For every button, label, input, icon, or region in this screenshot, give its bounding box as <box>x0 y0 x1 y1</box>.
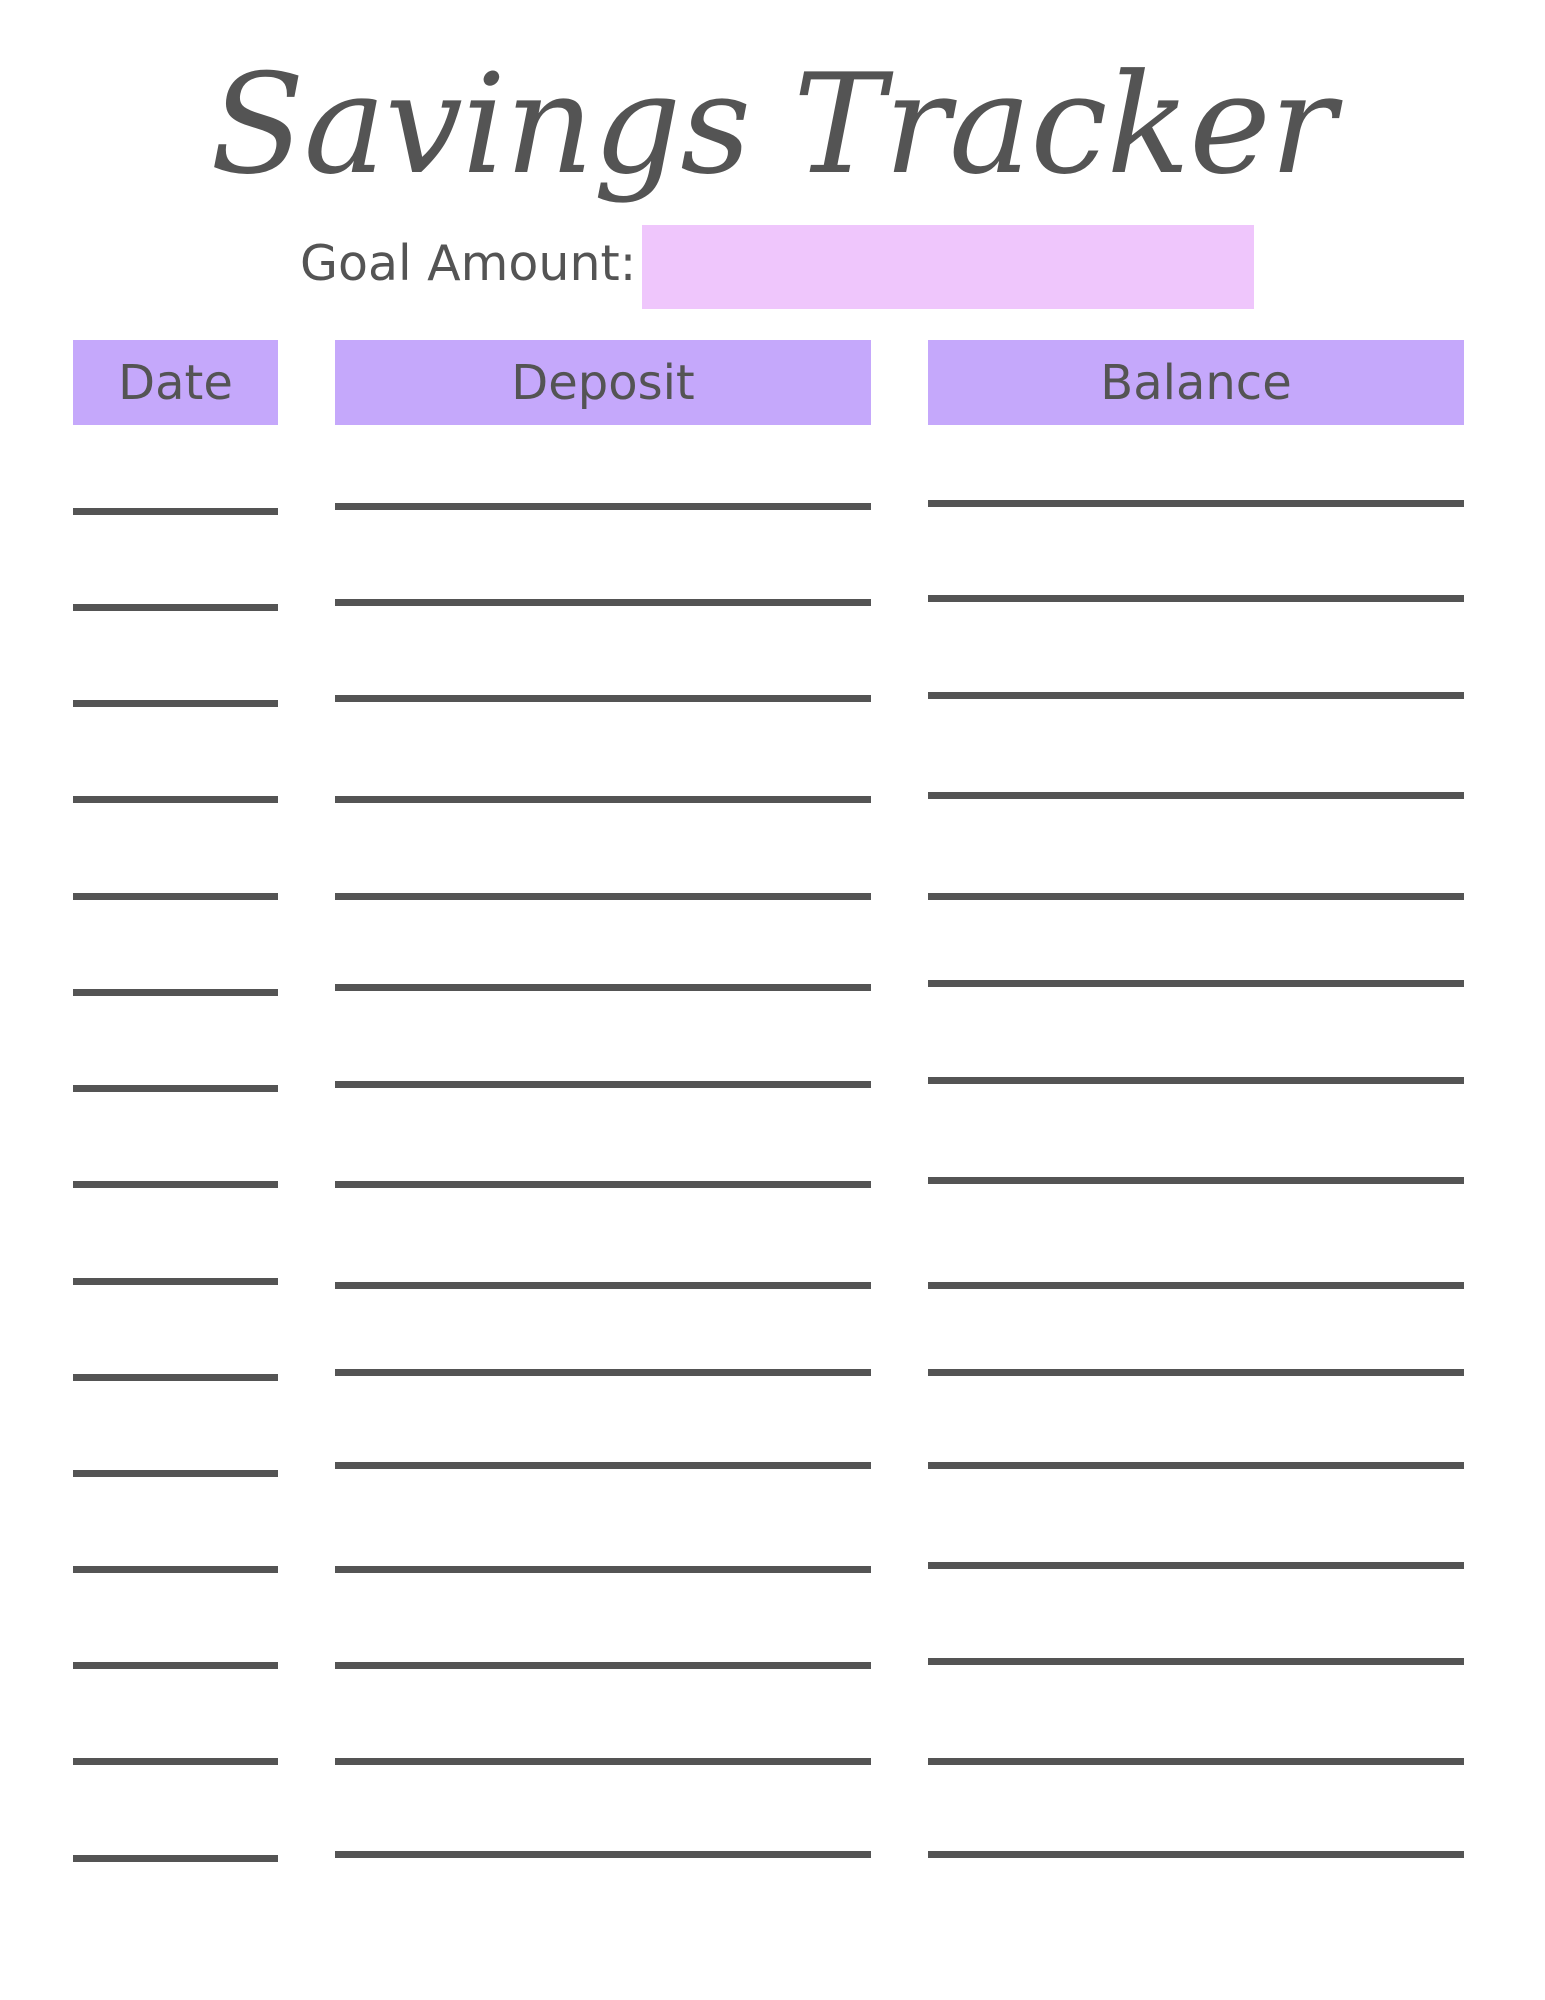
balance-entry-line[interactable] <box>928 1282 1464 1289</box>
date-entry-line[interactable] <box>73 604 278 611</box>
balance-entry-line[interactable] <box>928 1758 1464 1765</box>
deposit-entry-line[interactable] <box>335 1851 871 1858</box>
date-entry-line[interactable] <box>73 1470 278 1477</box>
balance-entry-line[interactable] <box>928 1462 1464 1469</box>
balance-entry-line[interactable] <box>928 1658 1464 1665</box>
date-entry-line[interactable] <box>73 893 278 900</box>
date-entry-line[interactable] <box>73 1855 278 1862</box>
date-entry-line[interactable] <box>73 989 278 996</box>
deposit-entry-line[interactable] <box>335 1758 871 1765</box>
balance-entry-line[interactable] <box>928 1077 1464 1084</box>
date-entry-line[interactable] <box>73 1662 278 1669</box>
balance-entry-line[interactable] <box>928 980 1464 987</box>
goal-amount-label: Goal Amount: <box>300 235 637 292</box>
date-entry-line[interactable] <box>73 508 278 515</box>
deposit-entry-line[interactable] <box>335 893 871 900</box>
deposit-entry-line[interactable] <box>335 599 871 606</box>
deposit-entry-line[interactable] <box>335 695 871 702</box>
goal-amount-field[interactable] <box>642 225 1254 309</box>
date-entry-line[interactable] <box>73 1278 278 1285</box>
balance-entry-line[interactable] <box>928 792 1464 799</box>
balance-entry-line[interactable] <box>928 1562 1464 1569</box>
deposit-entry-line[interactable] <box>335 1662 871 1669</box>
balance-entry-line[interactable] <box>928 1851 1464 1858</box>
balance-entry-line[interactable] <box>928 893 1464 900</box>
date-entry-line[interactable] <box>73 1374 278 1381</box>
balance-entry-line[interactable] <box>928 1369 1464 1376</box>
balance-column-header: Balance <box>928 340 1464 425</box>
deposit-entry-line[interactable] <box>335 984 871 991</box>
date-entry-line[interactable] <box>73 700 278 707</box>
balance-entry-line[interactable] <box>928 500 1464 507</box>
date-entry-line[interactable] <box>73 1085 278 1092</box>
balance-entry-line[interactable] <box>928 595 1464 602</box>
date-entry-line[interactable] <box>73 796 278 803</box>
deposit-entry-line[interactable] <box>335 503 871 510</box>
date-entry-line[interactable] <box>73 1758 278 1765</box>
balance-entry-line[interactable] <box>928 1177 1464 1184</box>
page-title: Savings Tracker <box>210 44 1335 205</box>
deposit-entry-line[interactable] <box>335 1566 871 1573</box>
deposit-entry-line[interactable] <box>335 1462 871 1469</box>
deposit-entry-line[interactable] <box>335 1181 871 1188</box>
date-column-header: Date <box>73 340 278 425</box>
deposit-column-header: Deposit <box>335 340 871 425</box>
date-entry-line[interactable] <box>73 1181 278 1188</box>
deposit-entry-line[interactable] <box>335 1081 871 1088</box>
deposit-entry-line[interactable] <box>335 1369 871 1376</box>
deposit-entry-line[interactable] <box>335 796 871 803</box>
date-entry-line[interactable] <box>73 1566 278 1573</box>
deposit-entry-line[interactable] <box>335 1282 871 1289</box>
balance-entry-line[interactable] <box>928 692 1464 699</box>
